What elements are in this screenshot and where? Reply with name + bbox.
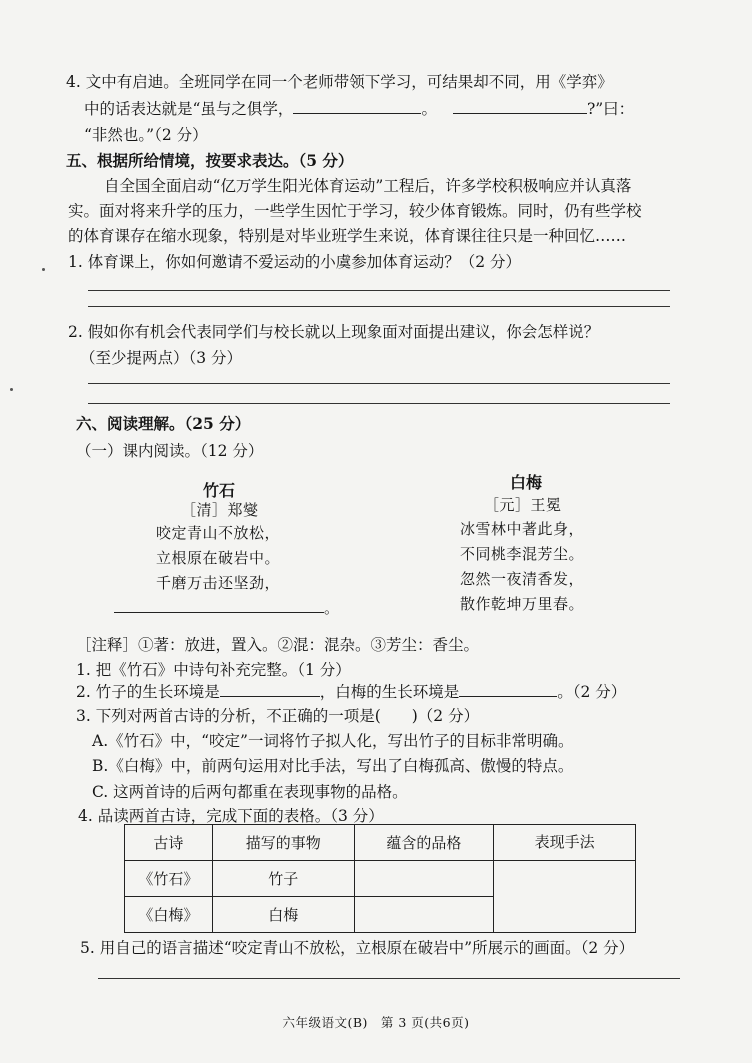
reading-q5-answer-line[interactable] [98, 978, 680, 979]
reading-q3-option-a: A.《竹石》中，“咬定”一词将竹子拟人化，写出竹子的目标非常明确。 [92, 732, 574, 750]
section6-heading: 六、阅读理解。（25 分） [76, 414, 251, 433]
poem1-line-1: 咬定青山不放松， [156, 524, 281, 542]
section5-para-line1: 自全国全面启动“亿万学生阳光体育运动”工程后，许多学校积极响应并认真落 [104, 177, 632, 195]
section5-q1-answer-line-1[interactable] [88, 290, 670, 291]
section5-q2-line2: （至少提两点）（3 分） [80, 349, 243, 367]
q4-line2-end: ?”曰： [586, 100, 635, 118]
poem1-line4-period: 。 [324, 599, 340, 617]
poem2-title: 白梅 [510, 473, 543, 492]
poem2-line-1: 冰雪林中著此身， [460, 520, 585, 538]
table-cell-answer[interactable] [354, 861, 494, 897]
scan-speck [10, 388, 13, 391]
scan-speck [42, 268, 45, 271]
reading-q3: 3. 下列对两首古诗的分析，不正确的一项是( )（2 分） [76, 707, 480, 725]
section5-para-line3: 的体育课存在缩水现象，特别是对毕业班学生来说，体育课往往只是一种回忆…… [68, 227, 627, 245]
section5-para-line2: 实。面对将来升学的压力，一些学生因忙于学习，较少体育锻炼。同时，仍有些学校 [68, 202, 642, 220]
poem2-line-2: 不同桃李混芳尘。 [460, 545, 585, 563]
poem1-line-3: 千磨万击还坚劲， [156, 574, 281, 592]
q4-line1: 4. 文中有启迪。全班同学在同一个老师带领下学习，可结果却不同，用《学弈》 [66, 73, 613, 91]
reading-q3-option-c: C. 这两首诗的后两句都重在表现事物的品格。 [92, 783, 408, 801]
reading-q2-text-c: 。（2 分） [557, 683, 627, 701]
table-header-cell: 古诗 [125, 825, 213, 861]
q4-line2-period: 。 [421, 100, 437, 118]
q4-blank-2[interactable] [453, 99, 587, 114]
poem1-title: 竹石 [203, 481, 236, 500]
table-header-cell: 蕴含的品格 [354, 825, 494, 861]
poem-analysis-table [124, 824, 636, 933]
table-cell: 《竹石》 [125, 861, 213, 897]
table-cell-answer[interactable] [354, 897, 494, 933]
table-cell-answer[interactable] [494, 861, 636, 933]
section5-q1: 1. 体育课上，你如何邀请不爱运动的小虞参加体育运动？（2 分） [68, 253, 522, 271]
table-cell: 《白梅》 [125, 897, 213, 933]
reading-q2-blank-2[interactable] [459, 682, 557, 697]
section5-q1-answer-line-2[interactable] [88, 306, 670, 307]
q4-line3: “非然也。”（2 分） [84, 126, 208, 144]
table-header-cell: 描写的事物 [212, 825, 354, 861]
section5-q2-answer-line-1[interactable] [88, 383, 670, 384]
q4-line2 [84, 99, 634, 119]
reading-q4: 4. 品读两首古诗，完成下面的表格。（3 分） [78, 807, 384, 825]
table-row [125, 861, 636, 897]
q4-line2-text: 中的话表达就是“虽与之俱学， [84, 100, 294, 118]
annotation-note: ［注释］①著：放进，置入。②混：混杂。③芳尘：香尘。 [76, 636, 480, 654]
q4-blank-1[interactable] [293, 99, 421, 114]
table-cell: 白梅 [212, 897, 354, 933]
page-footer: 六年级语文(B) 第 3 页(共6页) [282, 1015, 470, 1030]
reading-q2-blank-1[interactable] [220, 682, 320, 697]
poem2-line-4: 散作乾坤万里春。 [460, 595, 585, 613]
section5-q2-answer-line-2[interactable] [88, 403, 670, 404]
table-cell: 竹子 [212, 861, 354, 897]
reading-q1: 1. 把《竹石》中诗句补充完整。（1 分） [76, 661, 351, 679]
poem1-line-4 [114, 598, 340, 618]
poem1-author: ［清］郑燮 [181, 501, 259, 519]
reading-q2-text-b: ，白梅的生长环境是 [319, 683, 460, 701]
table-header-cell: 表现手法 [494, 825, 636, 861]
reading-q5: 5. 用自己的语言描述“咬定青山不放松，立根原在破岩中”所展示的画面。（2 分） [80, 939, 635, 957]
poem1-line-2: 立根原在破岩中。 [156, 549, 281, 567]
reading-q3-option-b: B.《白梅》中，前两句运用对比手法，写出了白梅孤高、傲慢的特点。 [92, 757, 574, 775]
reading-q2 [76, 682, 626, 702]
reading-q2-text-a: 2. 竹子的生长环境是 [76, 683, 220, 701]
poem2-line-3: 忽然一夜清香发， [460, 570, 585, 588]
poem2-author: ［元］王冕 [484, 496, 562, 514]
poem1-fill-blank[interactable] [114, 598, 324, 613]
section5-q2-line1: 2. 假如你有机会代表同学们与校长就以上现象面对面提出建议，你会怎样说？ [68, 323, 600, 341]
section5-heading: 五、根据所给情境，按要求表达。（5 分） [66, 151, 354, 170]
section6-sub1: （一）课内阅读。（12 分） [76, 442, 264, 460]
